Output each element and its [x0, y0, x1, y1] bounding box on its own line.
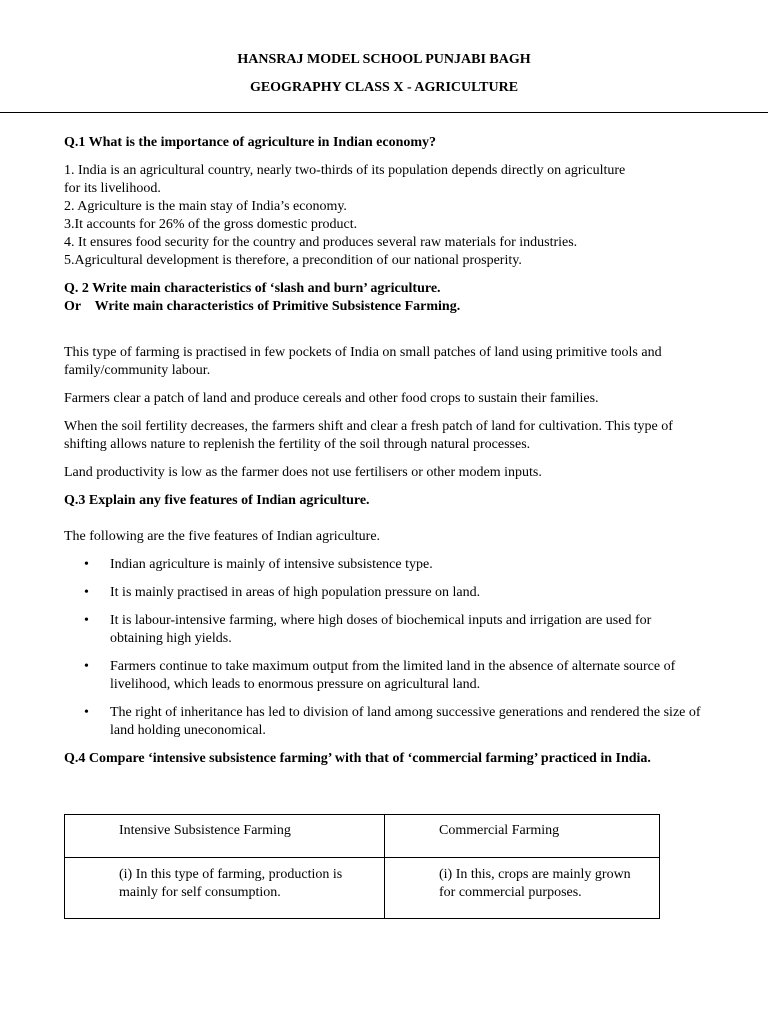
question-2-alternative: Or Write main characteristics of Primitive Subsistence Farming.	[64, 299, 461, 314]
list-item: • Farmers continue to take maximum output from the limited land in the absence of alternate source of livelihood, which leads to enormous pressure on agricultural land.	[84, 659, 676, 692]
q1-line-4: 3.It accounts for 26% of the gross domestic product.	[64, 217, 358, 232]
q1-line-6: 5.Agricultural development is therefore, a precondition of our national prosperity.	[64, 253, 522, 268]
document-body	[64, 134, 704, 900]
comparison-table	[64, 814, 660, 919]
question-1: Q.1 What is the importance of agriculture in Indian economy?	[64, 135, 437, 150]
q2-paragraph: This type of farming is practised in few pockets of India on small patches of land using primitive tools and family/community labour.	[64, 345, 662, 378]
q1-line-1: 1. India is an agricultural country, nearly two-thirds of its population depends directly on agriculture	[64, 163, 626, 178]
list-item: • Indian agriculture is mainly of intensive subsistence type.	[84, 557, 433, 572]
q1-line-5: 4. It ensures food security for the country and produces several raw materials for industries.	[64, 235, 578, 250]
q3-intro: The following are the five features of Indian agriculture.	[64, 529, 381, 544]
table-cell: (i) In this, crops are mainly grown for commercial purposes.	[385, 858, 660, 919]
q1-line-2: for its livelihood.	[64, 181, 161, 196]
table-header-row	[65, 815, 660, 858]
q2-paragraph: Land productivity is low as the farmer does not use fertilisers or other modem inputs.	[64, 465, 542, 480]
table-cell: (i) In this type of farming, production is mainly for self consumption.	[65, 858, 385, 919]
list-item: • It is labour-intensive farming, where high doses of biochemical inputs and irrigation are used for obtaining high yields.	[84, 613, 652, 646]
question-4: Q.4 Compare ‘intensive subsistence farming’ with that of ‘commercial farming’ practiced in India.	[64, 751, 651, 766]
header-divider	[0, 112, 768, 113]
bullet-icon: •	[84, 585, 89, 600]
bullet-icon: •	[84, 705, 89, 720]
table-row	[65, 858, 660, 919]
question-3: Q.3 Explain any five features of Indian agriculture.	[64, 493, 370, 508]
bullet-icon: •	[84, 659, 89, 674]
q2-paragraph: Farmers clear a patch of land and produce cereals and other food crops to sustain their families.	[64, 391, 599, 406]
list-item: • It is mainly practised in areas of high population pressure on land.	[84, 585, 481, 600]
bullet-icon: •	[84, 557, 89, 572]
table-header-cell: Commercial Farming	[385, 815, 660, 858]
q2-paragraph: When the soil fertility decreases, the farmers shift and clear a fresh patch of land for cultivation. This type of shifting allows nature to replenish the fertility of the soil through natural processes.	[64, 419, 673, 452]
q1-line-3: 2. Agriculture is the main stay of India’s economy.	[64, 199, 347, 214]
list-item: • The right of inheritance has led to division of land among successive generations and rendered the size of land holding uneconomical.	[84, 705, 701, 738]
school-name: HANSRAJ MODEL SCHOOL PUNJABI BAGH	[237, 52, 531, 67]
bullet-icon: •	[84, 613, 89, 628]
question-2: Q. 2 Write main characteristics of ‘slash and burn’ agriculture.	[64, 281, 441, 296]
q3-feature-list	[64, 556, 704, 740]
table-header-cell: Intensive Subsistence Farming	[65, 815, 385, 858]
document-title: GEOGRAPHY CLASS X - AGRICULTURE	[249, 80, 519, 95]
